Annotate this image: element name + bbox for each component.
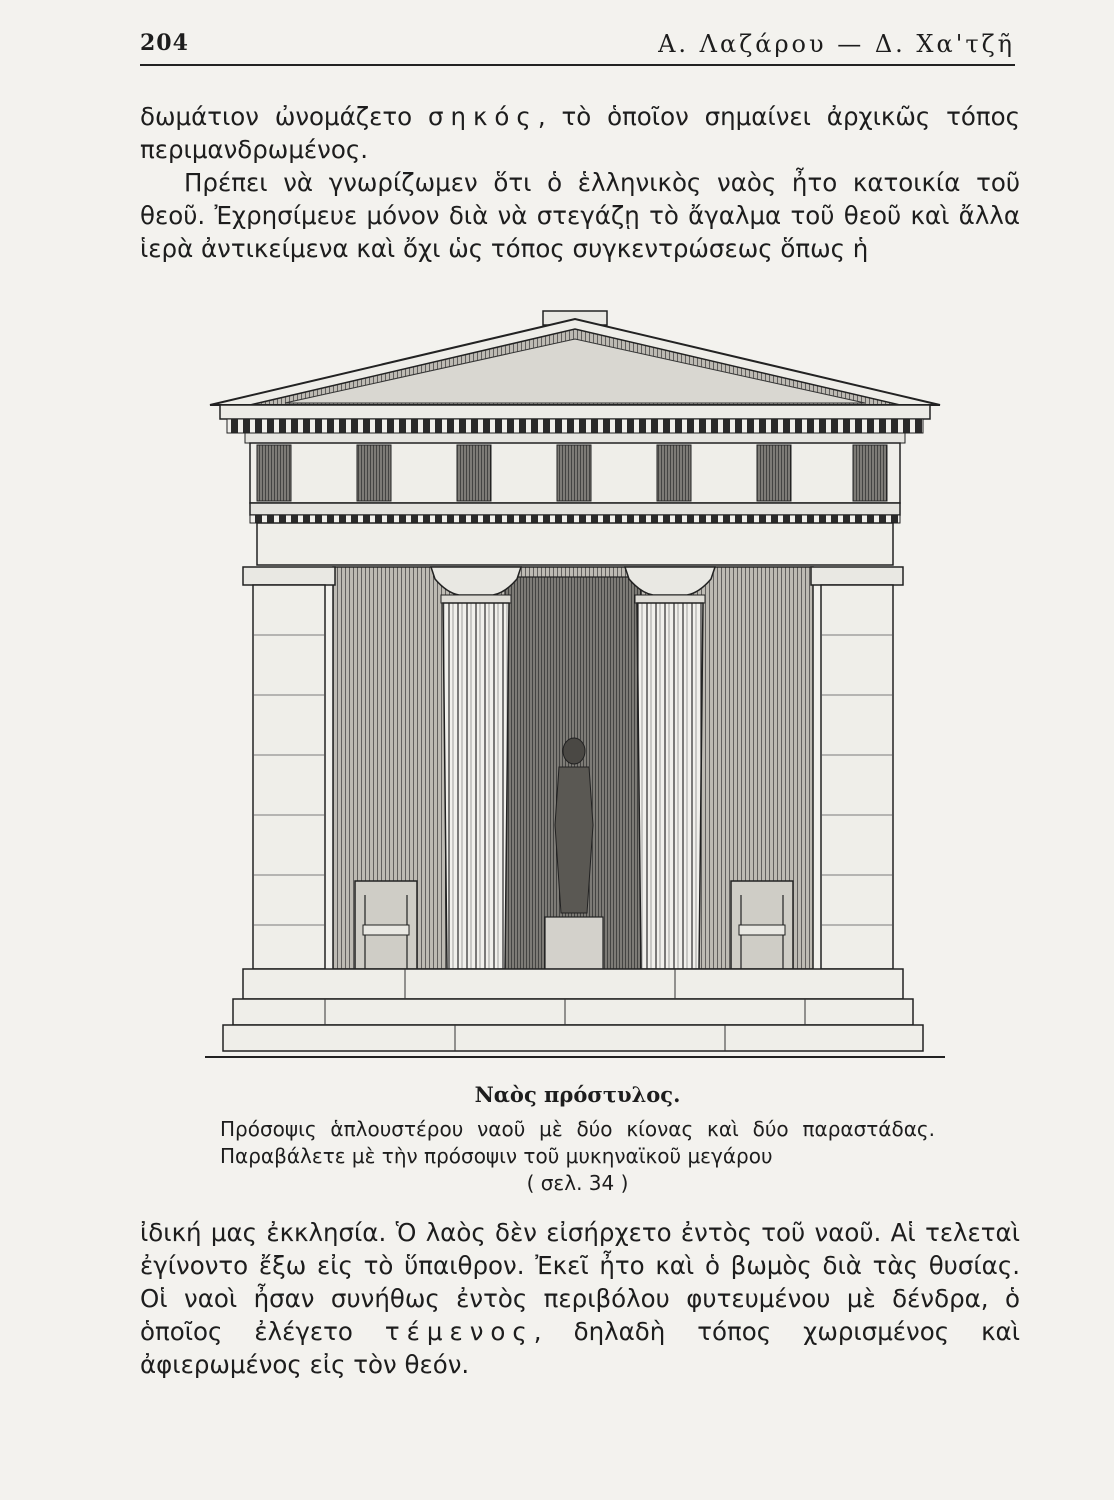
paragraph-1-after: , τὸ ὁποῖον σημαίνει ἀρχικῶς τόπος περιμανδρωμένος. xyxy=(140,102,1020,164)
left-anta xyxy=(243,567,335,969)
steps xyxy=(205,969,945,1057)
paragraph-3 xyxy=(140,1216,1020,1381)
paragraph-3-before: ἰδική μας ἐκκλησία. Ὁ λαὸς δὲν εἰσήρχετο ἐντὸς τοῦ ναοῦ. Αἱ τελεταὶ ἐγίνοντο ἔξω εἰς τὸ ὕπαιθρον. Ἐκεῖ ἦτο καὶ ὁ βωμὸς διὰ τὰς θυσίας. Οἱ ναοὶ ἦσαν συνήθως ἐντὸς περιβόλου φυτευμένου μὲ δένδρα, ὁ ὁποῖος ἐλέγετο xyxy=(140,1218,1020,1346)
paragraph-1-before: δωμάτιον ὠνομάζετο xyxy=(140,102,428,131)
page-number: 204 xyxy=(140,30,189,56)
figure-caption-text: Πρόσοψις ἁπλουστέρου ναοῦ μὲ δύο κίονας καὶ δύο παραστάδας. Παραβάλετε μὲ τὴν πρόσοψιν τοῦ μυκηναϊκοῦ μεγάρου xyxy=(220,1117,935,1168)
page-header xyxy=(140,30,1015,66)
left-throne xyxy=(355,881,417,969)
figure-caption-title: Ναὸς πρόστυλος. xyxy=(474,1082,681,1107)
temple-illustration xyxy=(205,305,945,1065)
right-anta xyxy=(811,567,903,969)
paragraph-3-after: , δηλαδὴ τόπος χωρισμένος καὶ ἀφιερωμένος εἰς τὸν θεόν. xyxy=(140,1317,1020,1379)
term-temenos: τέμενος xyxy=(384,1317,534,1346)
term-sekos: σηκός xyxy=(427,102,538,131)
running-head: Α. Λαζάρου — Δ. Χα'τζῆ xyxy=(658,30,1015,58)
entablature xyxy=(220,405,930,565)
paragraph-2: Πρέπει νὰ γνωρίζωμεν ὅτι ὁ ἑλληνικὸς ναὸς ἦτο κατοικία τοῦ θεοῦ. Ἐχρησίμευε μόνον διὰ νὰ στεγάζῃ τὸ ἄγαλμα τοῦ θεοῦ καὶ ἄλλα ἱερὰ ἀντικείμενα καὶ ὄχι ὡς τόπος συγκεντρώσεως ὅπως ἡ xyxy=(140,168,1020,263)
right-throne xyxy=(731,881,793,969)
paragraph-1 xyxy=(140,100,1020,166)
figure-caption-body xyxy=(220,1116,935,1197)
figure-caption-reference: ( σελ. 34 ) xyxy=(526,1171,629,1195)
pediment xyxy=(210,311,940,405)
